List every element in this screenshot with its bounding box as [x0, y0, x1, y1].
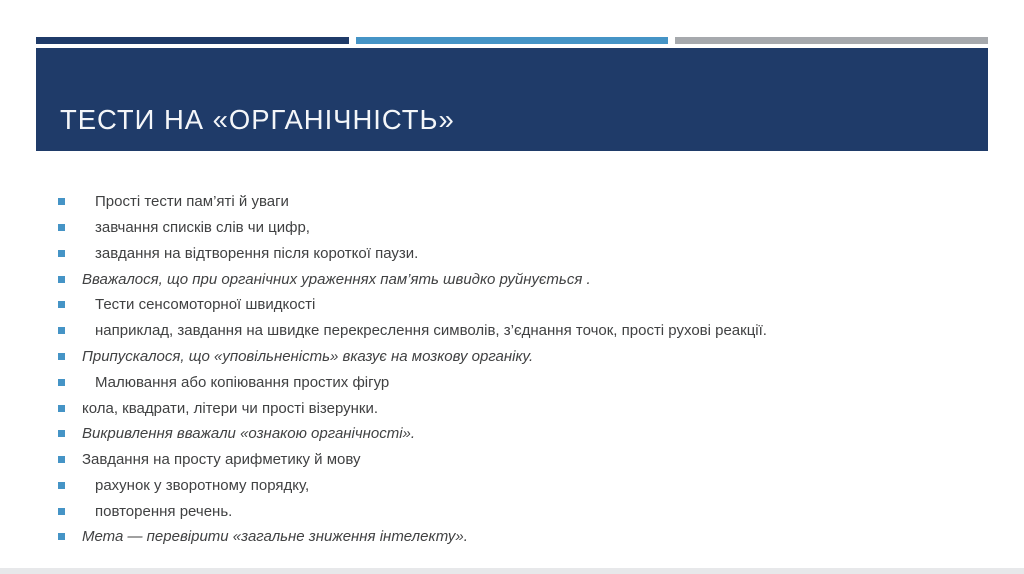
list-item-text: Завдання на просту арифметику й мову — [82, 451, 361, 469]
title-band — [36, 48, 988, 151]
list-item-text: кола, квадрати, літери чи прості візерунки. — [82, 399, 379, 417]
list-item-text: завдання на відтворення після короткої паузи. — [95, 244, 419, 262]
list-item — [0, 395, 1024, 421]
list-item — [0, 421, 1024, 447]
bullet-square-icon — [58, 456, 65, 463]
list-item — [0, 524, 1024, 550]
bullet-square-icon — [58, 198, 65, 205]
list-item-text: завчання списків слів чи цифр, — [95, 219, 310, 237]
list-item — [0, 318, 1024, 344]
list-item — [0, 498, 1024, 524]
bottom-strip — [0, 568, 1024, 574]
list-item-text: Малювання або копіювання простих фігур — [95, 373, 390, 391]
bullet-square-icon — [58, 301, 65, 308]
bullet-square-icon — [58, 353, 65, 360]
list-item-text: Тести сенсомоторної швидкості — [95, 296, 316, 314]
bullet-square-icon — [58, 533, 65, 540]
list-item-text: Прості тести пам’яті й уваги — [95, 193, 289, 211]
list-item — [0, 292, 1024, 318]
list-item — [0, 447, 1024, 473]
bullet-square-icon — [58, 482, 65, 489]
list-item — [0, 344, 1024, 370]
list-item — [0, 189, 1024, 215]
bullet-square-icon — [58, 508, 65, 515]
list-item-text: Викривлення вважали «ознакою органічності». — [82, 425, 416, 443]
bullet-square-icon — [58, 276, 65, 283]
accent-bars — [36, 37, 988, 44]
list-item-text: Мета — перевірити «загальне зниження інтелекту». — [82, 528, 468, 546]
bullet-square-icon — [58, 379, 65, 386]
list-item — [0, 266, 1024, 292]
bullet-square-icon — [58, 250, 65, 257]
slide-title: ТЕСТИ НА «ОРГАНІЧНІСТЬ» — [60, 104, 455, 136]
accent-bar-blue — [356, 37, 669, 44]
list-item-text: наприклад, завдання на швидке перекреслення символів, з’єднання точок, прості рухові реакції. — [95, 322, 767, 340]
list-item-text: рахунок у зворотному порядку, — [95, 476, 310, 494]
list-item-text: Вважалося, що при органічних ураженнях пам’ять швидко руйнується . — [82, 270, 591, 288]
bullet-square-icon — [58, 224, 65, 231]
bullet-square-icon — [58, 430, 65, 437]
accent-bar-navy — [36, 37, 349, 44]
bullet-list — [0, 189, 1024, 550]
list-item-text: повторення речень. — [95, 502, 233, 520]
bullet-square-icon — [58, 327, 65, 334]
accent-bar-gray — [675, 37, 988, 44]
list-item — [0, 369, 1024, 395]
list-item-text: Припускалося, що «уповільненість» вказує на мозкову органіку. — [82, 347, 534, 365]
bullet-square-icon — [58, 405, 65, 412]
list-item — [0, 241, 1024, 267]
list-item — [0, 472, 1024, 498]
list-item — [0, 215, 1024, 241]
